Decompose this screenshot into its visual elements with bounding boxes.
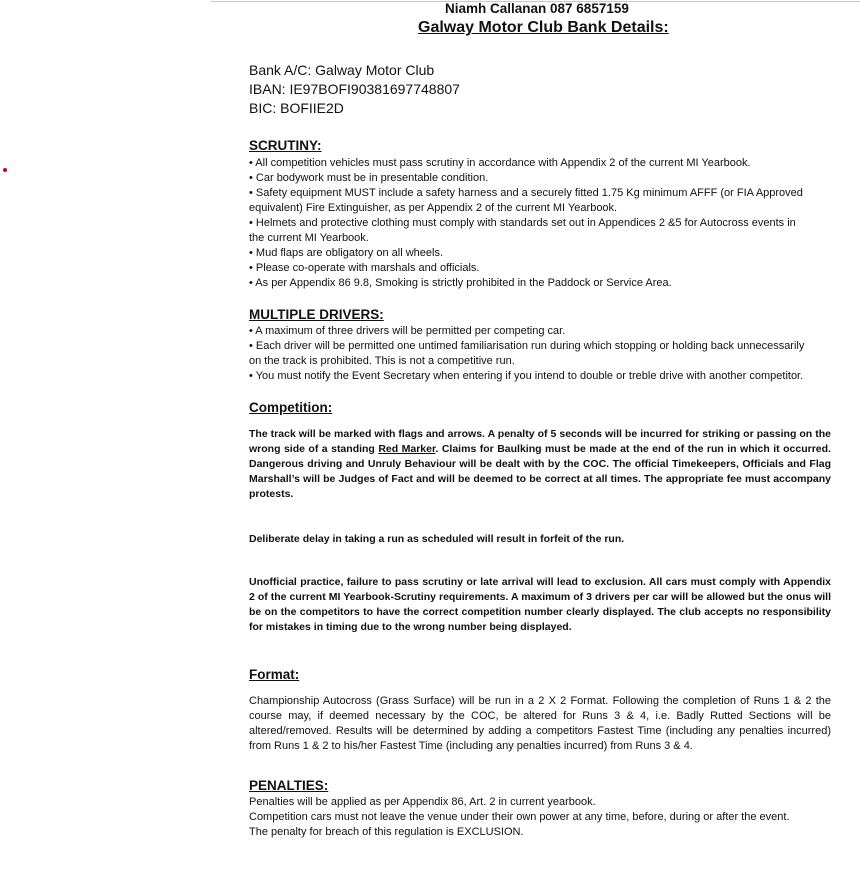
- margin-dot: [3, 168, 7, 172]
- penalties-heading: PENALTIES:: [249, 778, 329, 793]
- competition-heading: Competition:: [249, 400, 333, 415]
- scrutiny-bullet: • As per Appendix 86 9.8, Smoking is strictly prohibited in the Paddock or Service Area.: [249, 277, 672, 289]
- bank-iban-line: IBAN: IE97BOFI90381697748807: [249, 81, 460, 97]
- competition-text: . Claims for Baulking must be made at the end of the run in which it occurred. Dangerous driving and Unruly Behaviour will be dealt with by the COC. The official Timekeepers, Officials and Flag Marshall’s will be Judges of Fact and will be deemed to be correct at all times. The appropriate fee must accompany protests.: [249, 443, 831, 500]
- penalties-line: Competition cars must not leave the venue under their own power at any time, before, during or after the event.: [249, 811, 790, 823]
- contact-line: Niamh Callanan 087 6857159: [445, 1, 629, 16]
- penalties-line: Penalties will be applied as per Appendix 86, Art. 2 in current yearbook.: [249, 796, 596, 808]
- scrutiny-heading: SCRUTINY:: [249, 138, 322, 153]
- scrutiny-bullet: • Please co-operate with marshals and officials.: [249, 262, 480, 274]
- bank-details-title: Galway Motor Club Bank Details:: [418, 19, 669, 36]
- format-heading: Format:: [249, 667, 300, 682]
- drivers-bullet: on the track is prohibited. This is not a competitive run.: [249, 355, 515, 367]
- scrutiny-bullet: • All competition vehicles must pass scrutiny in accordance with Appendix 2 of the current MI Yearbook.: [249, 157, 751, 169]
- scrutiny-bullet: the current MI Yearbook.: [249, 232, 369, 244]
- bank-account-line: Bank A/C: Galway Motor Club: [249, 62, 435, 78]
- multiple-drivers-heading: MULTIPLE DRIVERS:: [249, 307, 384, 322]
- scrutiny-bullet: • Safety equipment MUST include a safety harness and a securely fitted 1.75 Kg minimum AFFF (or FIA Approved: [249, 187, 803, 199]
- drivers-bullet: • You must notify the Event Secretary when entering if you intend to double or treble drive with another competitor.: [249, 370, 804, 382]
- format-paragraph: Championship Autocross (Grass Surface) will be run in a 2 X 2 Format. Following the completion of Runs 1 & 2 the course may, if deemed necessary by the COC, be altered for Runs 3 & 4, i.e. Badly Rutted Sections will be altered/removed. Results will be determined by adding a competitors Fastest Time (including any penalties incurred) from Runs 1 & 2 to his/her Fastest Time (including any penalties incurred) from Runs 3 & 4.: [249, 695, 831, 752]
- competition-paragraph-3: Unofficial practice, failure to pass scrutiny or late arrival will lead to exclusion. All cars must comply with Appendix 2 of the current MI Yearbook-Scrutiny requirements. A maximum of 3 drivers per car will be allowed but the onus will be on the competitors to have the correct competition number clearly displayed. The club accepts no responsibility for mistakes in timing due to the wrong number being displayed.: [249, 576, 831, 633]
- competition-text: The track will be marked with flags and arrows. A penalty of 5 seconds will be incurred for striking or passing on the wrong side of a standing: [249, 428, 831, 455]
- competition-paragraph-1: [249, 427, 831, 502]
- scrutiny-bullet: equivalent) Fire Extinguisher, as per Appendix 2 of the current MI Yearbook.: [249, 202, 618, 214]
- scrutiny-bullet: • Helmets and protective clothing must comply with standards set out in Appendices 2 &5 for Autocross events in: [249, 217, 796, 229]
- drivers-bullet: • Each driver will be permitted one untimed familiarisation run during which stopping or holding back unnecessarily: [249, 340, 805, 352]
- scrutiny-bullet: • Mud flaps are obligatory on all wheels.: [249, 247, 444, 259]
- competition-paragraph-2: Deliberate delay in taking a run as scheduled will result in forfeit of the run.: [249, 533, 625, 545]
- drivers-bullet: • A maximum of three drivers will be permitted per competing car.: [249, 325, 566, 337]
- red-marker-text: Red Marker: [378, 443, 436, 455]
- bank-bic-line: BIC: BOFIIE2D: [249, 100, 344, 116]
- penalties-line: The penalty for breach of this regulation is EXCLUSION.: [249, 826, 524, 838]
- scrutiny-bullet: • Car bodywork must be in presentable condition.: [249, 172, 489, 184]
